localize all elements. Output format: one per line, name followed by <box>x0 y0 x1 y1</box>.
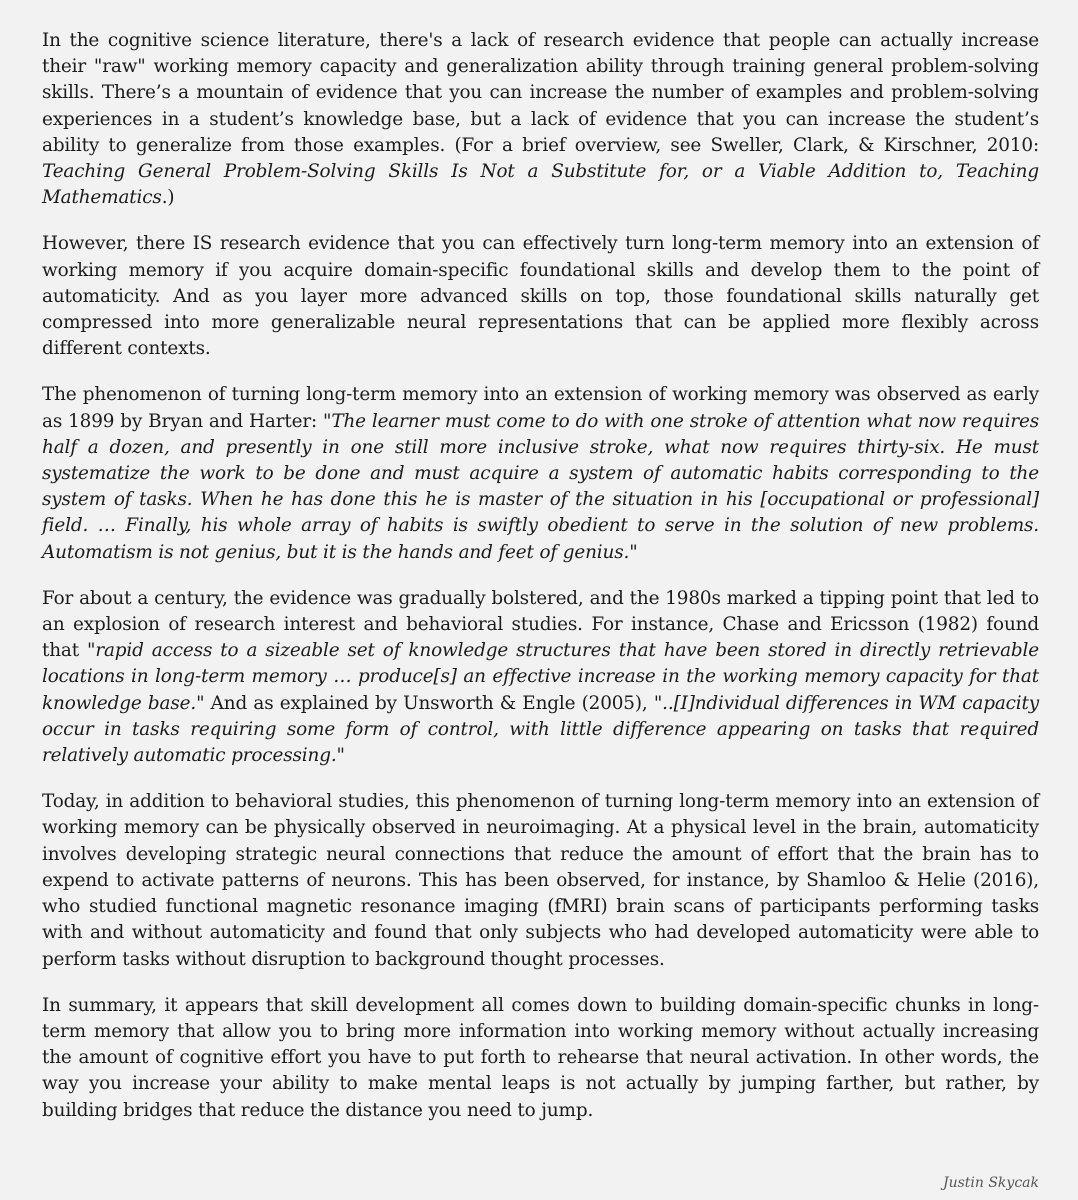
paragraph-1 <box>42 28 1039 211</box>
paragraph-6-text-1: In summary, it appears that skill development all comes down to building domain-specific chunks in long-term memory that allow you to bring more information into working memory without actually increasing the amount of cognitive effort you have to put forth to rehearse that neural activation. In other words, the way you increase your ability to make mental leaps is not actually by jumping farther, but rather, by building bridges that reduce the distance you need to jump. <box>42 994 1039 1121</box>
paragraph-5-text-1: Today, in addition to behavioral studies, this phenomenon of turning long-term memory into an extension of working memory can be physically observed in neuroimaging. At a physical level in the brain, automaticity involves developing strategic neural connections that reduce the amount of effort that the brain has to expend to activate patterns of neurons. This has been observed, for instance, by Shamloo & Helie (2016), who studied functional magnetic resonance imaging (fMRI) brain scans of participants performing tasks with and without automaticity and found that only subjects who had developed automaticity were able to perform tasks without disruption to background thought processes. <box>42 791 1039 970</box>
paragraph-2-text-1: However, there IS research evidence that you can effectively turn long-term memory into an extension of working memory if you acquire domain-specific foundational skills and develop them to the point of automaticity. And as you layer more advanced skills on top, those foundational skills naturally get compressed into more generalizable neural representations that can be applied more flexibly across different contexts. <box>42 233 1039 360</box>
book-title: Teaching General Problem-Solving Skills Is Not a Substitute for, or a Viable Addition to, Teaching Mathematics <box>42 161 1039 209</box>
paragraph-4-text-1: For about a century, the evidence was gradually bolstered, and the 1980s marked a tipping point that led to an explosion of research interest and behavioral studies. For instance, Chase and Ericsson (1982) found that <box>42 587 1039 662</box>
paragraph-2 <box>42 231 1039 362</box>
paragraph-4-text-2: And as explained by Unsworth & Engle (2005), <box>204 692 654 714</box>
bryan-harter-quote: "The learner must come to do with one stroke of attention what now requires half a dozen, and presently in one still more inclusive stroke, what now requires thirty-six. He must systematize the work to be done and must acquire a system of automatic habits corresponding to the system of tasks. When he has done this he is master of the situation in his [occupational or professional] field. … Finally, his whole array of habits is swiftly obedient to serve in the solution of new problems. Automatism is not genius, but it is the hands and feet of genius." <box>42 410 1040 563</box>
chase-ericsson-quote: "rapid access to a sizeable set of knowledge structures that have been stored in directly retrievable locations in long-term memory … produce[s] an effective increase in the working memory capacity for that knowledge base." <box>42 640 1039 714</box>
paragraph-3-text-1: The phenomenon of turning long-term memory into an extension of working memory was observed as early as 1899 by Bryan and Harter: <box>42 384 1039 432</box>
paragraph-4 <box>42 586 1039 769</box>
paragraph-1-text-1: In the cognitive science literature, there's a lack of research evidence that people can actually increase their "raw" working memory capacity and generalization ability through training general problem-solving skills. There’s a mountain of evidence that you can increase the number of examples and problem-solving experiences in a student’s knowledge base, but a lack of evidence that you can increase the student’s ability to generalize from those examples. (For a brief overview, see Sweller, Clark, & Kirschner, 2010: <box>42 30 1039 156</box>
paragraph-1-text-2: .) <box>161 187 175 209</box>
document-body <box>42 28 1039 1144</box>
unsworth-engle-quote: "..[I]ndividual differences in WM capacity occur in tasks requiring some form of control, with little difference appearing on tasks that required relatively automatic processing." <box>42 692 1040 767</box>
paragraph-3 <box>42 382 1039 565</box>
paragraph-5 <box>42 789 1039 972</box>
paragraph-6 <box>42 993 1039 1124</box>
author-signature: Justin Skycak <box>942 1175 1039 1191</box>
